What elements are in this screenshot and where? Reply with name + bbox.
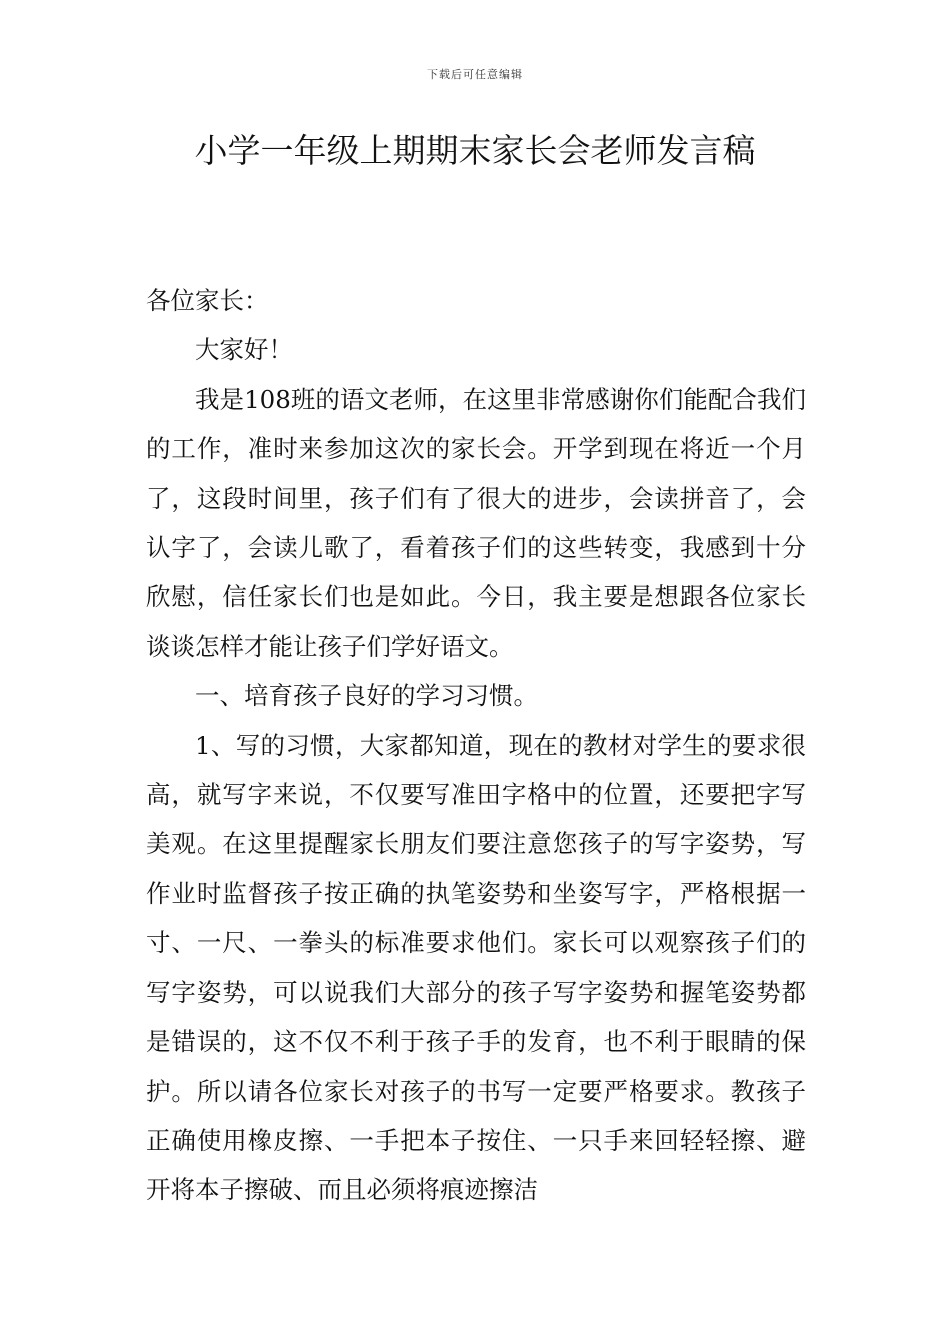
paragraph-introduction: 我是108班的语文老师，在这里非常感谢你们能配合我们的工作，准时来参加这次的家长会。开学到现在将近一个月了，这段时间里，孩子们有了很大的进步，会读拼音了，会认字了，会读儿歌了，看着孩子们的这些转变，我感到十分欣慰，信任家长们也是如此。今日，我主要是想跟各位家长谈谈怎样才能让孩子们学好语文。 [146, 384, 806, 661]
section-heading-habits: 一、培育孩子良好的学习习惯。 [195, 681, 538, 711]
paragraph-greeting: 大家好！ [195, 335, 293, 365]
header-note: 下载后可任意编辑 [427, 68, 523, 81]
paragraph-writing-habit: 1、写的习惯，大家都知道，现在的教材对学生的要求很高，就写字来说，不仅要写准田字格中的位置，还要把字写美观。在这里提醒家长朋友们要注意您孩子的写字姿势，写作业时监督孩子按正确的执笔姿势和坐姿写字，严格根据一寸、一尺、一拳头的标准要求他们。家长可以观察孩子们的写字姿势，可以说我们大部分的孩子写字姿势和握笔姿势都是错误的，这不仅不利于孩子手的发育，也不利于眼睛的保护。所以请各位家长对孩子的书写一定要严格要求。教孩子正确使用橡皮擦、一手把本子按住、一只手来回轻轻擦、避开将本子擦破、而且必须将痕迹擦洁 [146, 730, 806, 1205]
salutation: 各位家长： [146, 286, 269, 315]
document-title: 小学一年级上期期末家长会老师发言稿 [194, 131, 756, 170]
document-body [146, 276, 806, 1215]
